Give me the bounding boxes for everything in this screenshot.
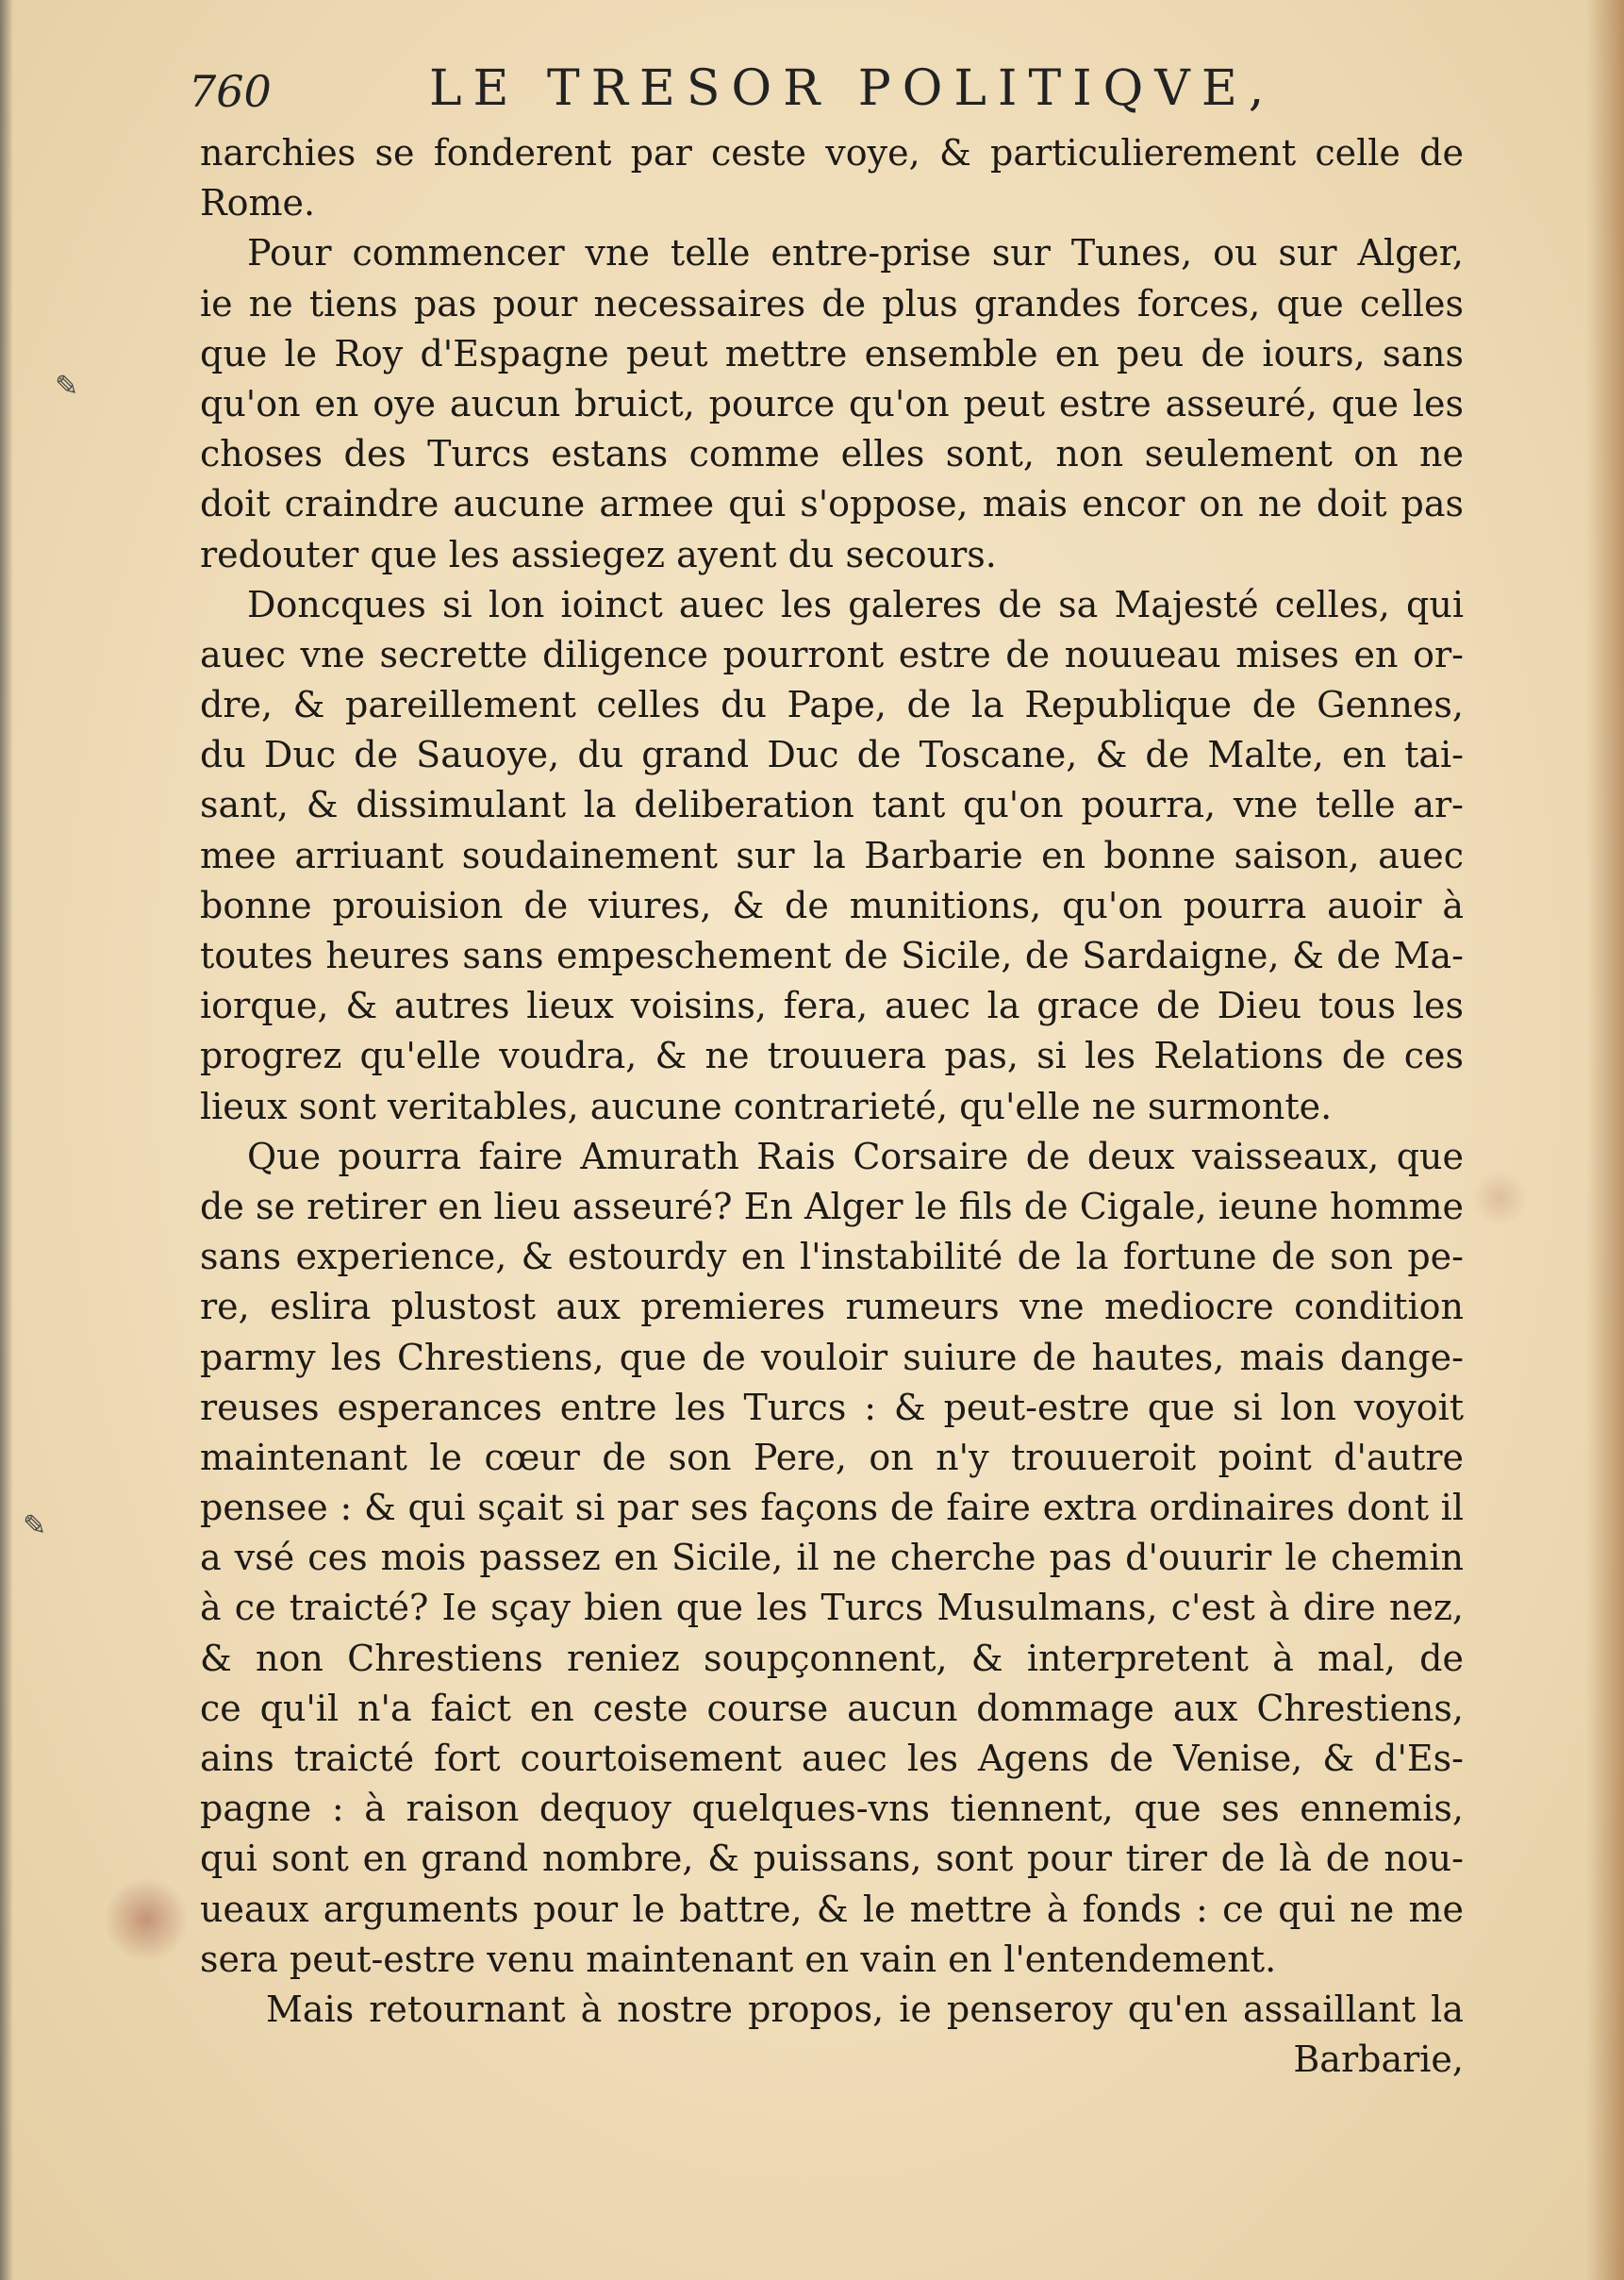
margin-mark-icon: ✎ — [23, 1509, 47, 1542]
text-line: Que pourra faire Amurath Rais Corsaire de deux vaisseaux, que — [247, 1135, 1464, 1177]
text-line: qu'on en oye aucun bruict, pource qu'on peut estre asseuré, que les — [200, 382, 1464, 424]
text-line: de se retirer en lieu asseuré? En Alger le fils de Cigale, ieune homme — [200, 1185, 1464, 1227]
running-head: LE TRESOR POLITIQVE, — [429, 60, 1276, 117]
text-line: choses des Turcs estans comme elles sont, non seulement on ne — [200, 433, 1464, 475]
text-line: re, eslira plustost aux premieres rumeurs vne mediocre condition — [200, 1286, 1464, 1328]
text-line: maintenant le cœur de son Pere, on n'y trouueroit point d'autre — [200, 1436, 1464, 1478]
text-line: ie ne tiens pas pour necessaires de plus grandes forces, que celles — [200, 282, 1464, 325]
foxing-stain — [104, 1877, 189, 1962]
page-edge-right — [1586, 0, 1624, 2280]
catchword: Barbarie, — [1293, 2039, 1464, 2081]
text-line: reuses esperances entre les Turcs : & peut-estre que si lon voyoit — [200, 1386, 1464, 1428]
text-line: Rome. — [200, 182, 316, 225]
text-line: Doncques si lon ioinct auec les galeres de sa Majesté celles, qui — [247, 583, 1464, 625]
text-line: ueaux arguments pour le battre, & le mettre à fonds : ce qui ne me — [200, 1888, 1464, 1930]
text-line: & non Chrestiens reniez soupçonnent, & interpretent à mal, de — [200, 1637, 1464, 1679]
text-line: doit craindre aucune armee qui s'oppose, mais encor on ne doit pas — [200, 483, 1464, 525]
text-line: ce qu'il n'a faict en ceste course aucun dommage aux Chrestiens, — [200, 1687, 1464, 1729]
text-line: parmy les Chrestiens, que de vouloir suiure de hautes, mais dange- — [200, 1336, 1464, 1378]
text-line: toutes heures sans empeschement de Sicile, de Sardaigne, & de Ma- — [200, 935, 1464, 976]
page-shadow-left — [0, 0, 13, 2280]
text-line: bonne prouision de viures, & de munitions, qu'on pourra auoir à — [200, 884, 1464, 926]
text-line: progrez qu'elle voudra, & ne trouuera pas, si les Relations de ces — [200, 1035, 1464, 1077]
text-line: que le Roy d'Espagne peut mettre ensemble en peu de iours, sans — [200, 332, 1464, 374]
text-line: Mais retournant à nostre propos, ie penseroy qu'en assaillant la — [266, 1988, 1464, 2030]
text-line: sans experience, & estourdy en l'instabilité de la fortune de son pe- — [200, 1236, 1464, 1278]
text-line: redouter que les assiegez ayent du secours. — [200, 533, 997, 575]
text-line: du Duc de Sauoye, du grand Duc de Toscane, & de Malte, en tai- — [200, 734, 1464, 776]
text-line: mee arriuant soudainement sur la Barbarie en bonne saison, auec — [200, 834, 1464, 876]
text-line: narchies se fonderent par ceste voye, & particulierement celle de — [200, 132, 1464, 174]
text-line: qui sont en grand nombre, & puissans, sont pour tirer de là de nou- — [200, 1838, 1464, 1880]
text-line: ains traicté fort courtoisement auec les Agens de Venise, & d'Es- — [200, 1738, 1464, 1779]
text-line: lieux sont veritables, aucune contrarieté, qu'elle ne surmonte. — [200, 1085, 1333, 1127]
margin-mark-icon: ✎ — [55, 370, 79, 403]
text-line: Pour commencer vne telle entre-prise sur Tunes, ou sur Alger, — [247, 232, 1464, 275]
foxing-stain — [1471, 1170, 1528, 1226]
body-text — [200, 128, 1464, 2085]
text-line: sera peut-estre venu maintenant en vain en l'entendement. — [200, 1938, 1277, 1980]
text-line: pagne : à raison dequoy quelques-vns tiennent, que ses ennemis, — [200, 1788, 1464, 1830]
text-line: pensee : & qui sçait si par ses façons de faire extra ordinaires dont il — [200, 1487, 1464, 1529]
text-line: iorque, & autres lieux voisins, fera, auec la grace de Dieu tous les — [200, 985, 1464, 1027]
text-line: sant, & dissimulant la deliberation tant qu'on pourra, vne telle ar- — [200, 784, 1464, 826]
text-line: auec vne secrette diligence pourront estre de nouueau mises en or- — [200, 633, 1464, 675]
text-line: à ce traicté? Ie sçay bien que les Turcs Musulmans, c'est à dire nez, — [200, 1587, 1464, 1629]
text-line: dre, & pareillement celles du Pape, de la Republique de Gennes, — [200, 684, 1464, 726]
page-header — [189, 57, 1471, 132]
page-number: 760 — [189, 66, 272, 117]
text-line: a vsé ces mois passez en Sicile, il ne cherche pas d'ouurir le chemin — [200, 1537, 1464, 1579]
